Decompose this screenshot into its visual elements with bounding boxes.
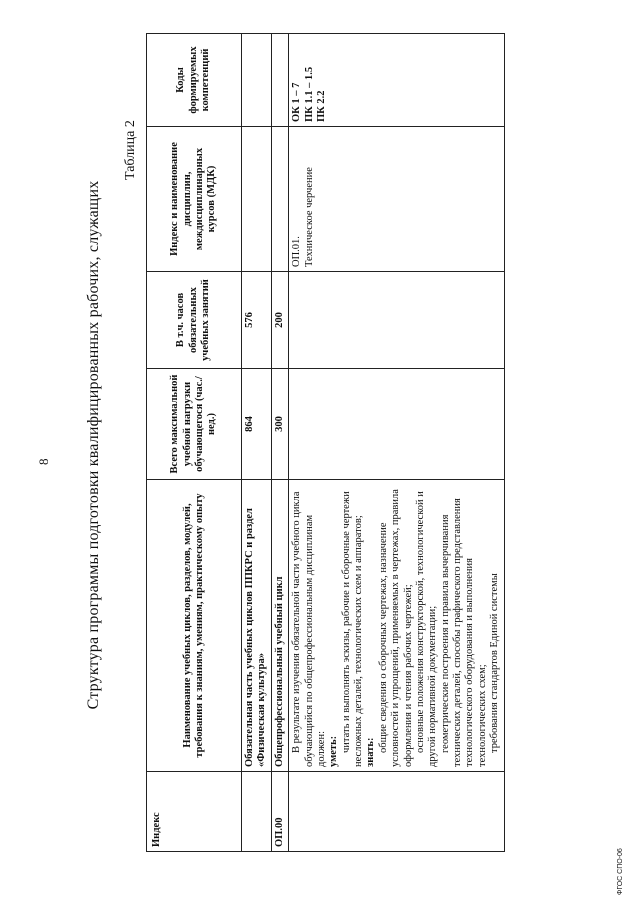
header-discipline: Индекс и наименование дисциплин, междисциплинарных курсов (МДК) xyxy=(147,127,242,272)
cell-competencies xyxy=(242,34,272,127)
header-competencies: Коды формируемых компетенций xyxy=(147,34,242,127)
header-name: Наименование учебных циклов, разделов, модулей, требования к знаниям, умениям, практическому опыту xyxy=(147,480,242,772)
competency-code: ПК 1.1 – 1.5 xyxy=(303,66,315,122)
requirements-intro: В результате изучения обязательной части учебного цикла обучающийся по общепрофессиональным дисциплинам должен: xyxy=(291,491,327,767)
table-row-mandatory-part xyxy=(242,34,272,852)
cell-requirements xyxy=(289,480,504,772)
structure-table xyxy=(146,33,505,852)
knowledge-item: требования стандартов Единой системы xyxy=(489,573,501,753)
cell-name: Общепрофессиональный учебный цикл xyxy=(271,480,288,772)
discipline-name: Техническое черчение xyxy=(303,167,315,267)
document-title: Структура программы подготовки квалифицированных рабочих, служащих xyxy=(85,180,102,710)
cell-name: Обязательная часть учебных циклов ППКРС и раздел «Физическая культура» xyxy=(242,480,272,772)
cell-discipline xyxy=(242,127,272,272)
table-header-row xyxy=(147,34,242,852)
cell-max-load xyxy=(289,369,504,480)
knowledge-label: знать: xyxy=(365,737,377,767)
cell-mandatory: 576 xyxy=(242,272,272,369)
knowledge-item: основные положения конструкторской, технологической и другой нормативной документации; xyxy=(414,491,439,767)
cell-index xyxy=(242,772,272,852)
cell-competencies xyxy=(271,34,288,127)
knowledge-item: геометрические построения и правила вычерчивания технических деталей, способы графического представления технологического оборудования и выполнения технологических схем; xyxy=(439,498,488,767)
header-max-load: Всего максимальной учебной нагрузки обучающегося (час./нед.) xyxy=(147,369,242,480)
competency-code: ПК 2.2 xyxy=(315,90,327,122)
cell-max-load: 300 xyxy=(271,369,288,480)
knowledge-item: общие сведения о сборочных чертежах, назначение условностей и упрощений, применяемых в чертежах, правила оформления и чтения рабочих чертежей; xyxy=(377,489,414,767)
table-row-op01 xyxy=(289,34,504,852)
page-number: 8 xyxy=(36,458,51,465)
cell-max-load: 864 xyxy=(242,369,272,480)
cell-discipline xyxy=(271,127,288,272)
skills-text: читать и выполнять эскизы, рабочие и сборочные чертежи несложных деталей, технологических схем и аппаратов; xyxy=(340,491,364,767)
cell-mandatory xyxy=(289,272,504,369)
discipline-code: ОП.01. xyxy=(291,236,303,267)
footer-standard-code: ФГОС СПО-06 xyxy=(617,848,624,895)
header-mandatory: В т.ч. часов обязательных учебных занятий xyxy=(147,272,242,369)
cell-competencies xyxy=(289,34,504,127)
cell-index xyxy=(289,772,504,852)
cell-discipline xyxy=(289,127,504,272)
skills-label: уметь: xyxy=(328,735,340,767)
cell-index: ОП.00 xyxy=(271,772,288,852)
competency-code: ОК 1 – 7 xyxy=(291,82,303,122)
table-row-general-prof-cycle xyxy=(271,34,288,852)
header-index: Индекс xyxy=(147,772,242,852)
table-label: Таблица 2 xyxy=(123,120,138,180)
cell-mandatory: 200 xyxy=(271,272,288,369)
